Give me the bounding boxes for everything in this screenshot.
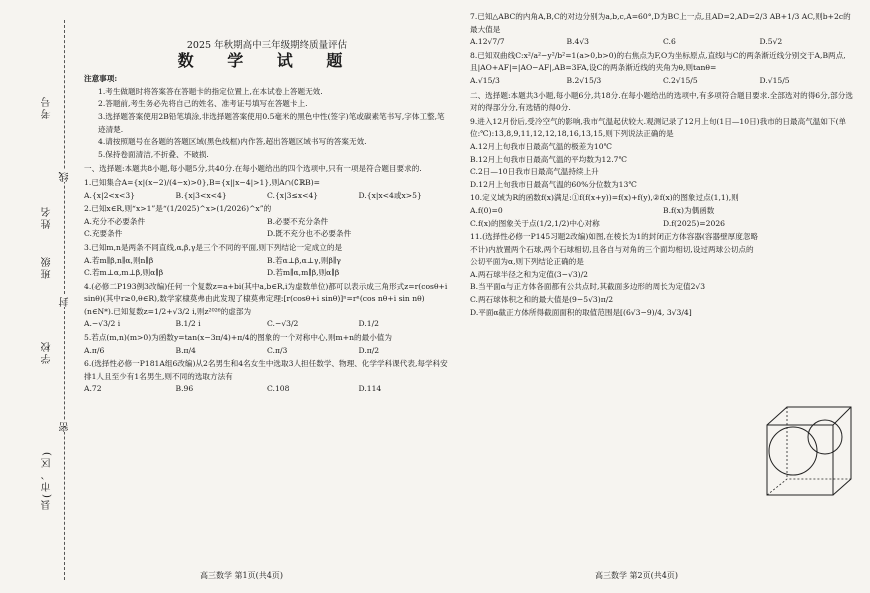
notice-heading: 注意事项: xyxy=(84,74,118,84)
notice-item: 2.答题前,考生务必先将自己的姓名、准考证号填写在答题卡上. xyxy=(98,99,308,109)
question xyxy=(84,332,450,357)
question xyxy=(84,281,450,331)
question xyxy=(84,242,450,280)
question-stem: 6.(选择性必修一P181A组6改编)从2名男生和4名女生中选取3人担任数学、物理、化学学科课代表,每学科安排1人且至少有1名男生,则不同的选取方法有 xyxy=(84,359,448,381)
answer-option: A.12√7/7 xyxy=(470,37,505,47)
answer-option: D.1/2 xyxy=(358,319,379,329)
answer-option: C.f(x)的图象关于点(1/2,1/2)中心对称 xyxy=(470,218,600,228)
footer-page1: 高三数学 第1页(共4页) xyxy=(200,571,283,580)
option-list xyxy=(84,255,450,280)
cube-with-spheres-figure xyxy=(763,403,855,503)
subject-title: 数 学 试 题 xyxy=(177,50,357,70)
binding-margin xyxy=(0,0,80,593)
answer-option: C.6 xyxy=(663,37,676,47)
answer-option: D.π/2 xyxy=(358,345,380,355)
option-list xyxy=(470,75,856,88)
margin-label-name: 姓名 xyxy=(42,205,53,229)
answer-option: C.π/3 xyxy=(267,345,288,355)
question xyxy=(84,177,450,202)
question xyxy=(470,116,856,192)
question xyxy=(470,11,856,49)
answer-option: B.当平面α与正方体各面都有公共点时,其截面多边形的周长为定值2√3 xyxy=(470,282,706,292)
section2-heading: 二、选择题:本题共3小题,每小题6分,共18分.在每小题给出的选项中,有多项符合题目要求.全部选对的得6分,部分选对的得部分分,有选错的得0分. xyxy=(470,90,853,113)
margin-label-county: 县(市、区) xyxy=(42,450,53,510)
answer-option: B.必要不充分条件 xyxy=(267,216,329,226)
answer-option: D.{x|x<4或x>5} xyxy=(358,190,422,200)
section1-heading: 一、选择题:本题共8小题,每小题5分,共40分.在每小题给出的四个选项中,只有一项是符合题目要求的. xyxy=(84,164,422,174)
answer-option: D.12月上旬我市日最高气温的60%分位数为13℃ xyxy=(470,179,637,189)
answer-option: C.2√15/5 xyxy=(663,75,698,85)
margin-label-school: 学校 xyxy=(42,340,53,364)
question-stem: 3.已知m,n是两条不同直线,α,β,γ是三个不同的平面,则下列结论一定成立的是 xyxy=(84,242,343,252)
seal-mark-seal: 封 xyxy=(60,295,71,307)
option-list xyxy=(84,383,450,396)
answer-option: B.2√15/3 xyxy=(566,75,602,85)
notice-item: 1.考生做题时将答案答在答题卡的指定位置上,在本试卷上答题无效. xyxy=(98,86,323,96)
answer-option: A.若m∥β,n∥α,则n∥β xyxy=(84,255,154,265)
answer-option: B.π/4 xyxy=(175,345,196,355)
option-list xyxy=(84,318,450,331)
answer-option: A.72 xyxy=(84,384,102,394)
question-stem: 7.已知△ABC的内角A,B,C的对边分别为a,b,c,A=60°,D为BC上一点,且AD=2,AD=2/3 AB+1/3 AC,则b+2c的最大值是 xyxy=(470,12,851,34)
option-list xyxy=(470,36,856,49)
answer-option: D.既不充分也不必要条件 xyxy=(267,229,352,239)
question-stem: 8.已知双曲线C:x²/a²−y²/b²=1(a>0,b>0)的右焦点为F,O为坐标原点,直线l与C的两条渐近线分别交于A,B两点,且|AO+AF|=|AO−AF|,AB=3FA,设C的两条渐近线的夹角为θ,则tanθ= xyxy=(470,50,846,73)
seal-mark-secret: 密 xyxy=(60,420,71,432)
option-list xyxy=(84,190,450,203)
answer-option: D.f(2025)=2026 xyxy=(663,218,725,228)
answer-option: B.{x|3<x<4} xyxy=(175,190,227,200)
answer-option: C.108 xyxy=(267,384,290,394)
answer-option: D.5√2 xyxy=(759,37,783,47)
answer-option: D.平面α截正方体所得截面面积的取值范围是[(6√3−9)/4, 3√3/4] xyxy=(470,307,692,317)
question-stem: 9.进入12月份后,受冷空气的影响,我市气温起伏较大.观测记录了12月上旬(1日—10日)我市的日最高气温如下(单位:℃):13,8,9,11,12,12,18,16,13,15,则下列说法正确的是 xyxy=(470,116,847,139)
notice-item: 4.请按照题号在各题的答题区域(黑色线框)内作答,超出答题区域书写的答案无效. xyxy=(98,137,367,147)
left-column xyxy=(84,10,450,396)
answer-option: C.充要条件 xyxy=(84,229,123,239)
answer-option: B.96 xyxy=(175,384,194,394)
answer-option: A.√15/3 xyxy=(470,75,500,85)
question-stem: 5.若点(m,n)(m>0)为函数y=tan(x−3π/4)+π/4的图象的一个对称中心,则m+n的最小值为 xyxy=(84,333,392,343)
answer-option: A.充分不必要条件 xyxy=(84,216,146,226)
seal-mark-line: 线 xyxy=(60,170,71,182)
answer-option: A.12月上旬我市日最高气温的极差为10℃ xyxy=(470,141,613,151)
answer-option: D.若m∥α,m∥β,则α∥β xyxy=(267,268,340,278)
answer-option: A.两石球半径之和为定值(3−√3)/2 xyxy=(470,269,589,279)
right-column xyxy=(470,10,856,319)
notice-item: 5.保持卷面清洁,不折叠、不破损. xyxy=(98,149,209,159)
answer-option: B.4√3 xyxy=(566,37,589,47)
question xyxy=(84,358,450,396)
answer-option: A.−√3/2 i xyxy=(84,319,121,329)
margin-label-exam-no: 考号 xyxy=(42,95,53,119)
answer-option: A.{x|2<x<3} xyxy=(84,190,136,200)
answer-option: A.f(0)=0 xyxy=(470,205,503,215)
option-list xyxy=(84,216,450,241)
exam-title: 2025 年秋期高中三年级期终质量评估 xyxy=(186,40,348,51)
answer-option: D.114 xyxy=(358,384,382,394)
option-list xyxy=(84,345,450,358)
answer-option: C.{x|3≤x<4} xyxy=(267,190,319,200)
question-stem: 4.(必修二P193例3改编)任何一个复数z=a+bi(其中a,b∈R,i为虚数单位)都可以表示成三角形式z=r(cosθ+i sinθ)(其中r≥0,θ∈R),数学家棣莫弗由此发现了棣莫弗定理:[r(cosθ+i sinθ)]ⁿ=rⁿ(cos nθ+i sin nθ)(n∈N*).已知复数z=1/2+√3/2 i,则z²⁰²⁶的虚部为 xyxy=(84,281,448,316)
question xyxy=(470,50,856,88)
answer-option: B.若α⊥β,α⊥γ,则β∥γ xyxy=(267,255,341,265)
answer-option: C.2日—10日我市日最高气温持续上升 xyxy=(470,167,599,177)
answer-option: B.f(x)为偶函数 xyxy=(663,205,715,215)
answer-option: C.两石球体积之和的最大值是(9−5√3)π/2 xyxy=(470,295,614,305)
question-stem: 2.已知x∈R,则“x>1”是“(1/2025)^x>(1/2026)^x”的 xyxy=(84,204,272,214)
footer-page2: 高三数学 第2页(共4页) xyxy=(595,571,678,580)
question xyxy=(470,192,856,230)
answer-option: D.√15/5 xyxy=(759,75,790,85)
answer-option: A.π/6 xyxy=(84,345,105,355)
answer-option: B.1/2 i xyxy=(175,319,201,329)
option-list xyxy=(470,205,856,230)
option-list xyxy=(470,269,856,319)
question-stem: 10.定义域为R的函数f(x)满足:①f(f(x+y))=f(x)+f(y),②f(x)的图象过点(1,1),则 xyxy=(470,193,739,203)
answer-option: C.若m⊥α,m⊥β,则α∥β xyxy=(84,268,164,278)
question xyxy=(84,203,450,241)
option-list xyxy=(470,141,856,191)
question-stem: 11.(选择性必修一P145习题2改编)如图,在棱长为1的封闭正方体容器(容器壁厚度忽略不计)内放置两个石球,两个石球相切,且各自与对角的三个面均相切,设过两球公切点的公切平面为α,则下列结论正确的是 xyxy=(470,232,759,267)
answer-option: C.−√3/2 xyxy=(267,319,299,329)
answer-option: B.12月上旬我市日最高气温的平均数为12.7℃ xyxy=(470,154,627,164)
margin-label-class: 班级 xyxy=(42,255,53,279)
notice-item: 3.选择题答案使用2B铅笔填涂,非选择题答案使用0.5毫米的黑色中性(签字)笔或碳素笔书写,字体工整,笔迹清楚. xyxy=(98,111,445,134)
question-stem: 1.已知集合A={x|(x−2)/(4−x)>0},B={x||x−4|>1},则A∩(∁ℝB)= xyxy=(84,177,321,187)
question xyxy=(470,231,856,319)
